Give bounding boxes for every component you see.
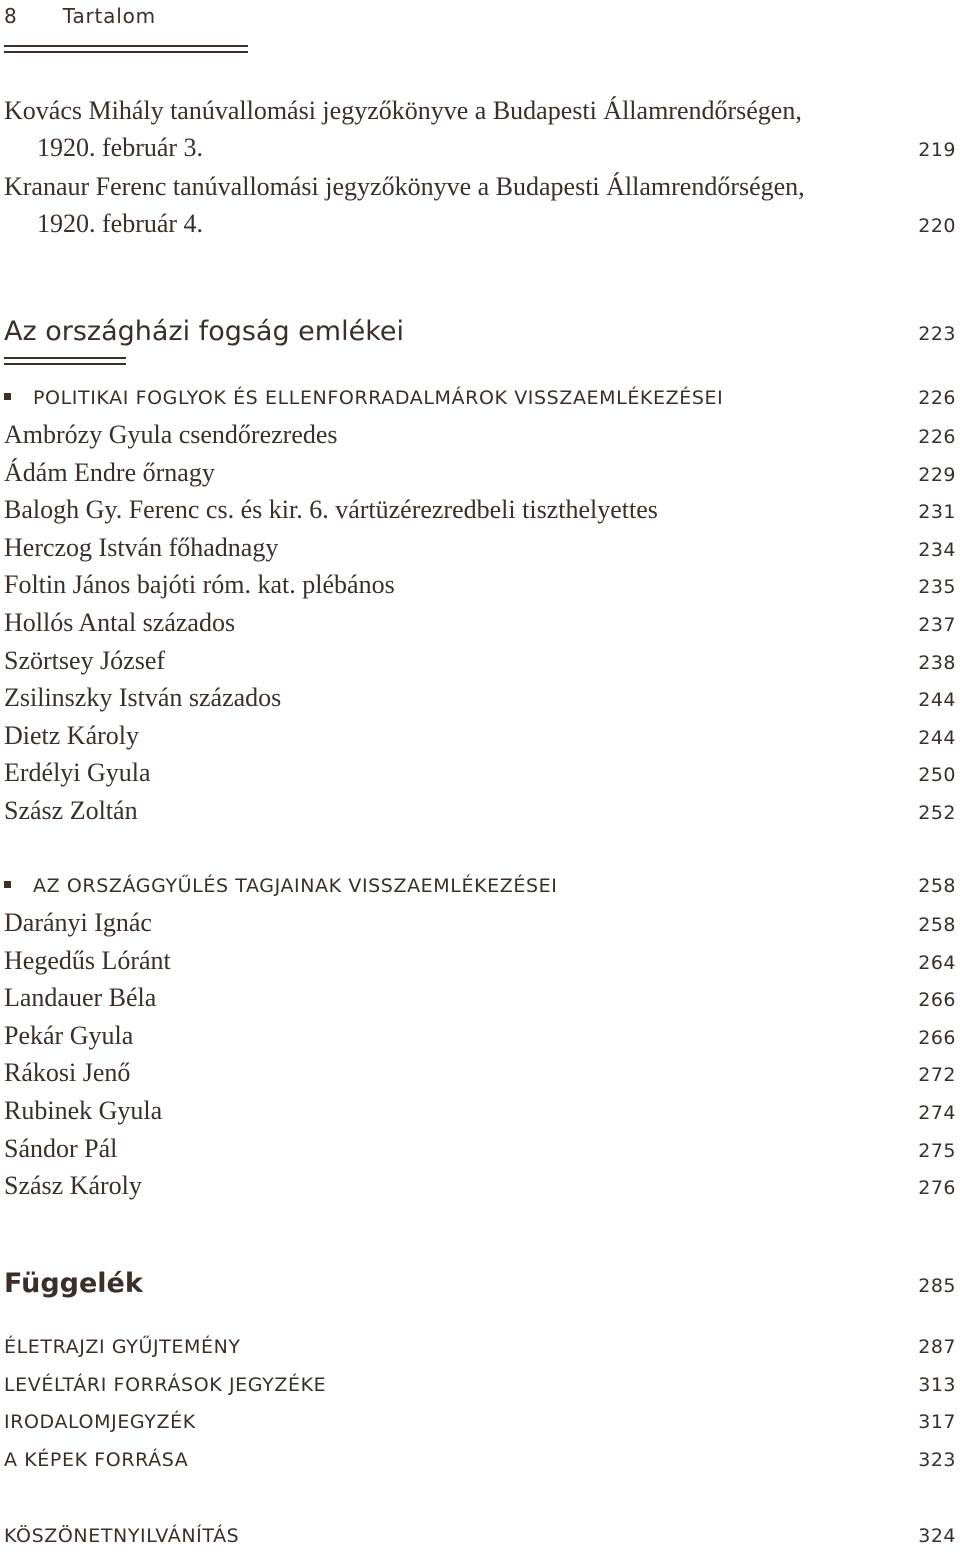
page-number: 235 [918, 576, 956, 599]
entry-text: Dietz Károly [4, 720, 140, 750]
entry-text: A KÉPEK FORRÁSA [4, 1448, 189, 1471]
entry-text: Balogh Gy. Ferenc cs. és kir. 6. vártüzérezredbeli tiszthelyettes [4, 495, 658, 525]
entry-text: Szörtsey József [4, 645, 166, 675]
entry-text-line1: Kranaur Ferenc tanúvallomási jegyzőkönyve a Budapesti Államrendőrségen, [4, 172, 805, 201]
entry-text: Szász Zoltán [4, 796, 138, 825]
toc-entry[interactable] [4, 495, 956, 525]
page-number: 252 [918, 802, 956, 824]
toc-entry[interactable] [4, 796, 956, 826]
page-number: 324 [918, 1525, 956, 1547]
page-number: 323 [918, 1448, 956, 1471]
header-page-number: 8 [4, 4, 17, 28]
toc-entry[interactable] [4, 1058, 956, 1088]
toc-entry[interactable] [4, 721, 956, 751]
chapter-rule-top [4, 357, 126, 359]
toc-entry[interactable] [4, 1374, 956, 1396]
page-number: 234 [918, 538, 956, 561]
entry-text: LEVÉLTÁRI FORRÁSOK JEGYZÉKE [4, 1373, 327, 1396]
section-title: AZ ORSZÁGGYŰLÉS TAGJAINAK VISSZAEMLÉKEZÉSEI [33, 875, 558, 897]
page-number: 250 [918, 764, 956, 787]
entry-text: Hegedűs Lóránt [4, 945, 171, 975]
section-title: POLITIKAI FOGLYOK ÉS ELLENFORRADALMÁROK VISSZAEMLÉKEZÉSEI [33, 387, 724, 409]
page-number: 219 [918, 139, 956, 161]
toc-entry[interactable] [4, 646, 956, 676]
toc-entry[interactable] [4, 683, 956, 713]
entry-text: Rákosi Jenő [4, 1058, 131, 1088]
toc-entry[interactable] [4, 1171, 956, 1201]
entry-text: Ambrózy Gyula csendőrezredes [4, 420, 338, 449]
page-number: 244 [918, 689, 956, 712]
acknowledgements-title: KÖSZÖNETNYILVÁNÍTÁS [4, 1525, 240, 1547]
page-number: 272 [918, 1064, 956, 1087]
header-rule-top [4, 45, 248, 47]
entry-text: Hollós Antal százados [4, 608, 236, 637]
toc-entry[interactable] [4, 758, 956, 788]
entry-text: ÉLETRAJZI GYŰJTEMÉNY [4, 1336, 241, 1358]
entry-text: Zsilinszky István százados [4, 683, 282, 713]
chapter-title: Az országházi fogság emlékei [4, 316, 404, 347]
page-number: 238 [918, 651, 956, 674]
page-number: 223 [918, 323, 956, 345]
entry-text: Erdélyi Gyula [4, 758, 151, 788]
entry-text: Sándor Pál [4, 1133, 118, 1163]
page-number: 264 [918, 951, 956, 974]
header-rule-bottom [4, 51, 248, 53]
page-number: 274 [918, 1102, 956, 1124]
page-number: 226 [918, 426, 956, 448]
entry-text: Herczog István főhadnagy [4, 532, 279, 562]
page-number: 317 [918, 1411, 956, 1434]
page-number: 266 [918, 989, 956, 1012]
page-number: 275 [918, 1139, 956, 1162]
entry-text: Darányi Ignác [4, 908, 152, 937]
page-number: 226 [918, 387, 956, 409]
toc-entry[interactable] [4, 946, 956, 976]
entry-text: Pekár Gyula [4, 1020, 134, 1050]
page-number: 237 [918, 614, 956, 636]
toc-entry[interactable] [4, 1449, 956, 1471]
toc-entry[interactable] [4, 92, 956, 169]
chapter-rule-bottom [4, 363, 126, 365]
page-number: 287 [918, 1336, 956, 1358]
entry-text-line1: Kovács Mihály tanúvallomási jegyzőkönyve a Budapesti Államrendőrségen, [4, 96, 802, 125]
entry-text: Szász Károly [4, 1171, 142, 1201]
toc-entry[interactable] [4, 420, 956, 450]
toc-entry[interactable] [4, 1096, 956, 1126]
toc-entry[interactable] [4, 908, 956, 938]
chapter-heading[interactable] [4, 316, 956, 347]
entry-text: Foltin János bajóti róm. kat. plébános [4, 570, 395, 600]
page-number: 244 [918, 726, 956, 749]
page-number: 313 [918, 1373, 956, 1396]
toc-entry[interactable] [4, 983, 956, 1013]
section-heading[interactable] [4, 875, 956, 897]
page-number: 258 [918, 914, 956, 936]
toc-entry[interactable] [4, 533, 956, 563]
page-number: 258 [918, 875, 956, 897]
acknowledgements-entry[interactable] [4, 1525, 956, 1547]
square-bullet-icon [4, 881, 11, 888]
entry-text: Rubinek Gyula [4, 1096, 163, 1125]
running-header [4, 0, 156, 30]
toc-entry[interactable] [4, 168, 956, 245]
entry-text: IRODALOMJEGYZÉK [4, 1411, 196, 1434]
entry-text: Ádám Endre őrnagy [4, 457, 215, 487]
entry-text-line2: 1920. február 4. [37, 209, 204, 238]
header-title: Tartalom [62, 4, 156, 28]
page-number: 220 [918, 215, 956, 237]
toc-entry[interactable] [4, 570, 956, 600]
page-number: 229 [918, 463, 956, 486]
toc-entry[interactable] [4, 1134, 956, 1164]
square-bullet-icon [4, 393, 11, 400]
page-number: 266 [918, 1026, 956, 1049]
toc-entry[interactable] [4, 1021, 956, 1051]
toc-entry[interactable] [4, 458, 956, 488]
toc-entry[interactable] [4, 608, 956, 638]
entry-text-line2: 1920. február 3. [37, 133, 204, 162]
entry-text: Landauer Béla [4, 983, 157, 1013]
page-number: 231 [918, 501, 956, 524]
toc-entry[interactable] [4, 1336, 956, 1358]
toc-entry[interactable] [4, 1411, 956, 1433]
section-heading[interactable] [4, 387, 956, 409]
page-number: 276 [918, 1177, 956, 1200]
page-number: 285 [918, 1275, 956, 1297]
appendix-heading[interactable] [4, 1268, 956, 1299]
appendix-title: Függelék [4, 1268, 143, 1299]
